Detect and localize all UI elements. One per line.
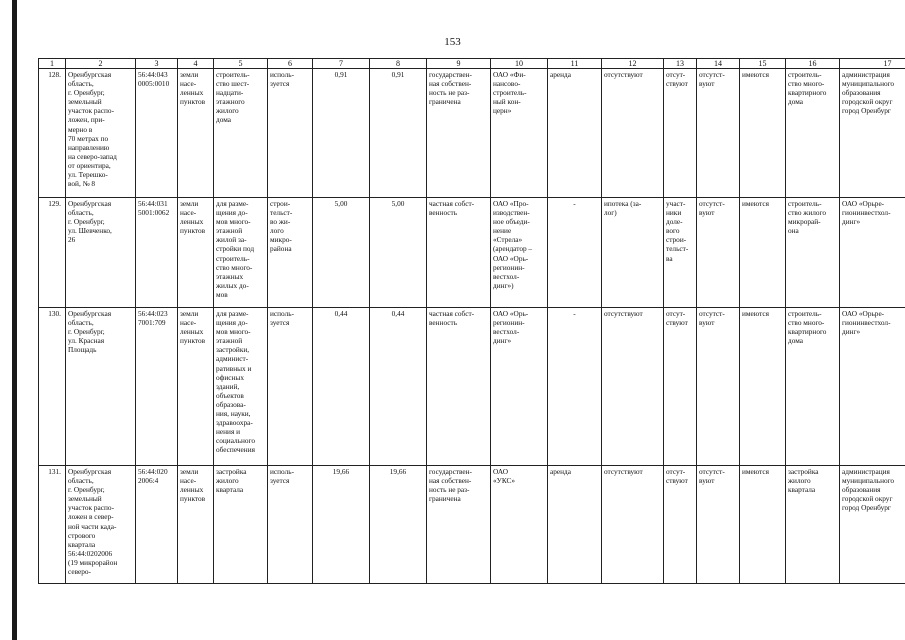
authority-cell: администрация муниципального образования городской округ город Оренбург: [840, 69, 905, 198]
permitted-use-cell: для разме- щения до- мов много- этажной застройки, админист- ративных и офисных зданий, объектов образова- ния, науки, здравоохра- нения и социального обеспечения: [214, 308, 268, 466]
column-header: 14: [697, 59, 740, 69]
holder-cell: ОАО «Про- изводствен- ное объеди- нение «Стрела» (арендатор – ОАО «Орь- регионин- вестхол- динг»): [491, 198, 548, 308]
right-type-cell: -: [548, 198, 602, 308]
cadastral-number-cell: 56:44:020 2006:4: [136, 466, 178, 584]
address-cell: Оренбургская область, г. Оренбург, ул. Шевченко, 26: [66, 198, 136, 308]
row-number: 130.: [39, 308, 66, 466]
column-header: 17: [840, 59, 905, 69]
column-header: 8: [370, 59, 427, 69]
binding-bar: [12, 0, 17, 640]
right-type-cell: аренда: [548, 69, 602, 198]
page-number: 153: [444, 36, 461, 48]
utilities-cell: имеются: [740, 308, 786, 466]
ownership-cell: частная собст- венность: [427, 308, 491, 466]
holder-cell: ОАО «Орь- регионин- вестхол- динг»: [491, 308, 548, 466]
land-registry-table: [38, 58, 905, 584]
restrictions-cell: отсутст- вуют: [697, 466, 740, 584]
row-number: 128.: [39, 69, 66, 198]
column-header: 7: [313, 59, 370, 69]
column-header: 3: [136, 59, 178, 69]
ownership-cell: частная собст- венность: [427, 198, 491, 308]
column-header: 5: [214, 59, 268, 69]
usage-status-cell: исполь- зуется: [268, 308, 313, 466]
restrictions-cell: отсутст- вуют: [697, 308, 740, 466]
column-header: 15: [740, 59, 786, 69]
area-cell: 0,44: [313, 308, 370, 466]
area-cell: 5,00: [313, 198, 370, 308]
column-header: 10: [491, 59, 548, 69]
address-cell: Оренбургская область, г. Оренбург, земельный участок распо- ложен, при- мерно в 70 метрах по направлению на северо-запад от ориентира, ул. Терешко- вой, № 8: [66, 69, 136, 198]
column-header: 11: [548, 59, 602, 69]
column-header: 2: [66, 59, 136, 69]
ownership-cell: государствен- ная собствен- ность не раз- граничена: [427, 69, 491, 198]
planned-use-cell: строитель- ство жилого микрорай- она: [786, 198, 840, 308]
permitted-use-cell: застройка жилого квартала: [214, 466, 268, 584]
encumbrance-cell: отсутствуют: [602, 69, 664, 198]
land-category-cell: земли насе- ленных пунктов: [178, 308, 214, 466]
third-party-rights-cell: участ- ники доле- вого строи- тельст- ва: [664, 198, 697, 308]
column-number-row: [39, 59, 905, 69]
third-party-rights-cell: отсут- ствуют: [664, 466, 697, 584]
row-number: 129.: [39, 198, 66, 308]
usage-status-cell: исполь- зуется: [268, 466, 313, 584]
permitted-use-cell: для разме- щения до- мов много- этажной жилой за- стройки под строитель- ство много- этажных жилых до- мов: [214, 198, 268, 308]
holder-cell: ОАО «Фи- нансово- строитель- ный кон- церн»: [491, 69, 548, 198]
third-party-rights-cell: отсут- ствуют: [664, 69, 697, 198]
utilities-cell: имеются: [740, 198, 786, 308]
address-cell: Оренбургская область, г. Оренбург, ул. Красная Площадь: [66, 308, 136, 466]
restrictions-cell: отсутст- вуют: [697, 69, 740, 198]
planned-use-cell: строитель- ство много- квартирного дома: [786, 69, 840, 198]
land-category-cell: земли насе- ленных пунктов: [178, 466, 214, 584]
column-header: 4: [178, 59, 214, 69]
right-type-cell: аренда: [548, 466, 602, 584]
authority-cell: ОАО «Орьре- гионинвестхол- динг»: [840, 308, 905, 466]
area-cell: 0,44: [370, 308, 427, 466]
authority-cell: администрация муниципального образования городской округ город Оренбург: [840, 466, 905, 584]
usage-status-cell: строи- тельст- во жи- лого микро- района: [268, 198, 313, 308]
column-header: 13: [664, 59, 697, 69]
restrictions-cell: отсутст- вуют: [697, 198, 740, 308]
address-cell: Оренбургская область, г. Оренбург, земельный участок распо- ложен в север- ной части када- стрового квартала 56:44:0202006 (19 микрорайон северо-: [66, 466, 136, 584]
area-cell: 0,91: [313, 69, 370, 198]
table-row: [39, 69, 905, 198]
table-row: [39, 308, 905, 466]
land-category-cell: земли насе- ленных пунктов: [178, 69, 214, 198]
utilities-cell: имеются: [740, 69, 786, 198]
ownership-cell: государствен- ная собствен- ность не раз- граничена: [427, 466, 491, 584]
area-cell: 19,66: [370, 466, 427, 584]
row-number: 131.: [39, 466, 66, 584]
column-header: 12: [602, 59, 664, 69]
planned-use-cell: строитель- ство много- квартирного дома: [786, 308, 840, 466]
cadastral-number-cell: 56:44:031 5001:0062: [136, 198, 178, 308]
encumbrance-cell: отсутствуют: [602, 466, 664, 584]
cadastral-number-cell: 56:44:023 7001:709: [136, 308, 178, 466]
utilities-cell: имеются: [740, 466, 786, 584]
land-category-cell: земли насе- ленных пунктов: [178, 198, 214, 308]
authority-cell: ОАО «Орьре- гионинвестхол- динг»: [840, 198, 905, 308]
area-cell: 0,91: [370, 69, 427, 198]
encumbrance-cell: ипотека (за- лог): [602, 198, 664, 308]
area-cell: 19,66: [313, 466, 370, 584]
column-header: 16: [786, 59, 840, 69]
planned-use-cell: застройка жилого квартала: [786, 466, 840, 584]
column-header: 1: [39, 59, 66, 69]
right-type-cell: -: [548, 308, 602, 466]
third-party-rights-cell: отсут- ствуют: [664, 308, 697, 466]
column-header: 9: [427, 59, 491, 69]
holder-cell: ОАО «УКС»: [491, 466, 548, 584]
table-row: [39, 198, 905, 308]
encumbrance-cell: отсутствуют: [602, 308, 664, 466]
column-header: 6: [268, 59, 313, 69]
table-row: [39, 466, 905, 584]
cadastral-number-cell: 56:44:043 0005:0010: [136, 69, 178, 198]
usage-status-cell: исполь- зуется: [268, 69, 313, 198]
area-cell: 5,00: [370, 198, 427, 308]
permitted-use-cell: строитель- ство шест- надцати- этажного жилого дома: [214, 69, 268, 198]
